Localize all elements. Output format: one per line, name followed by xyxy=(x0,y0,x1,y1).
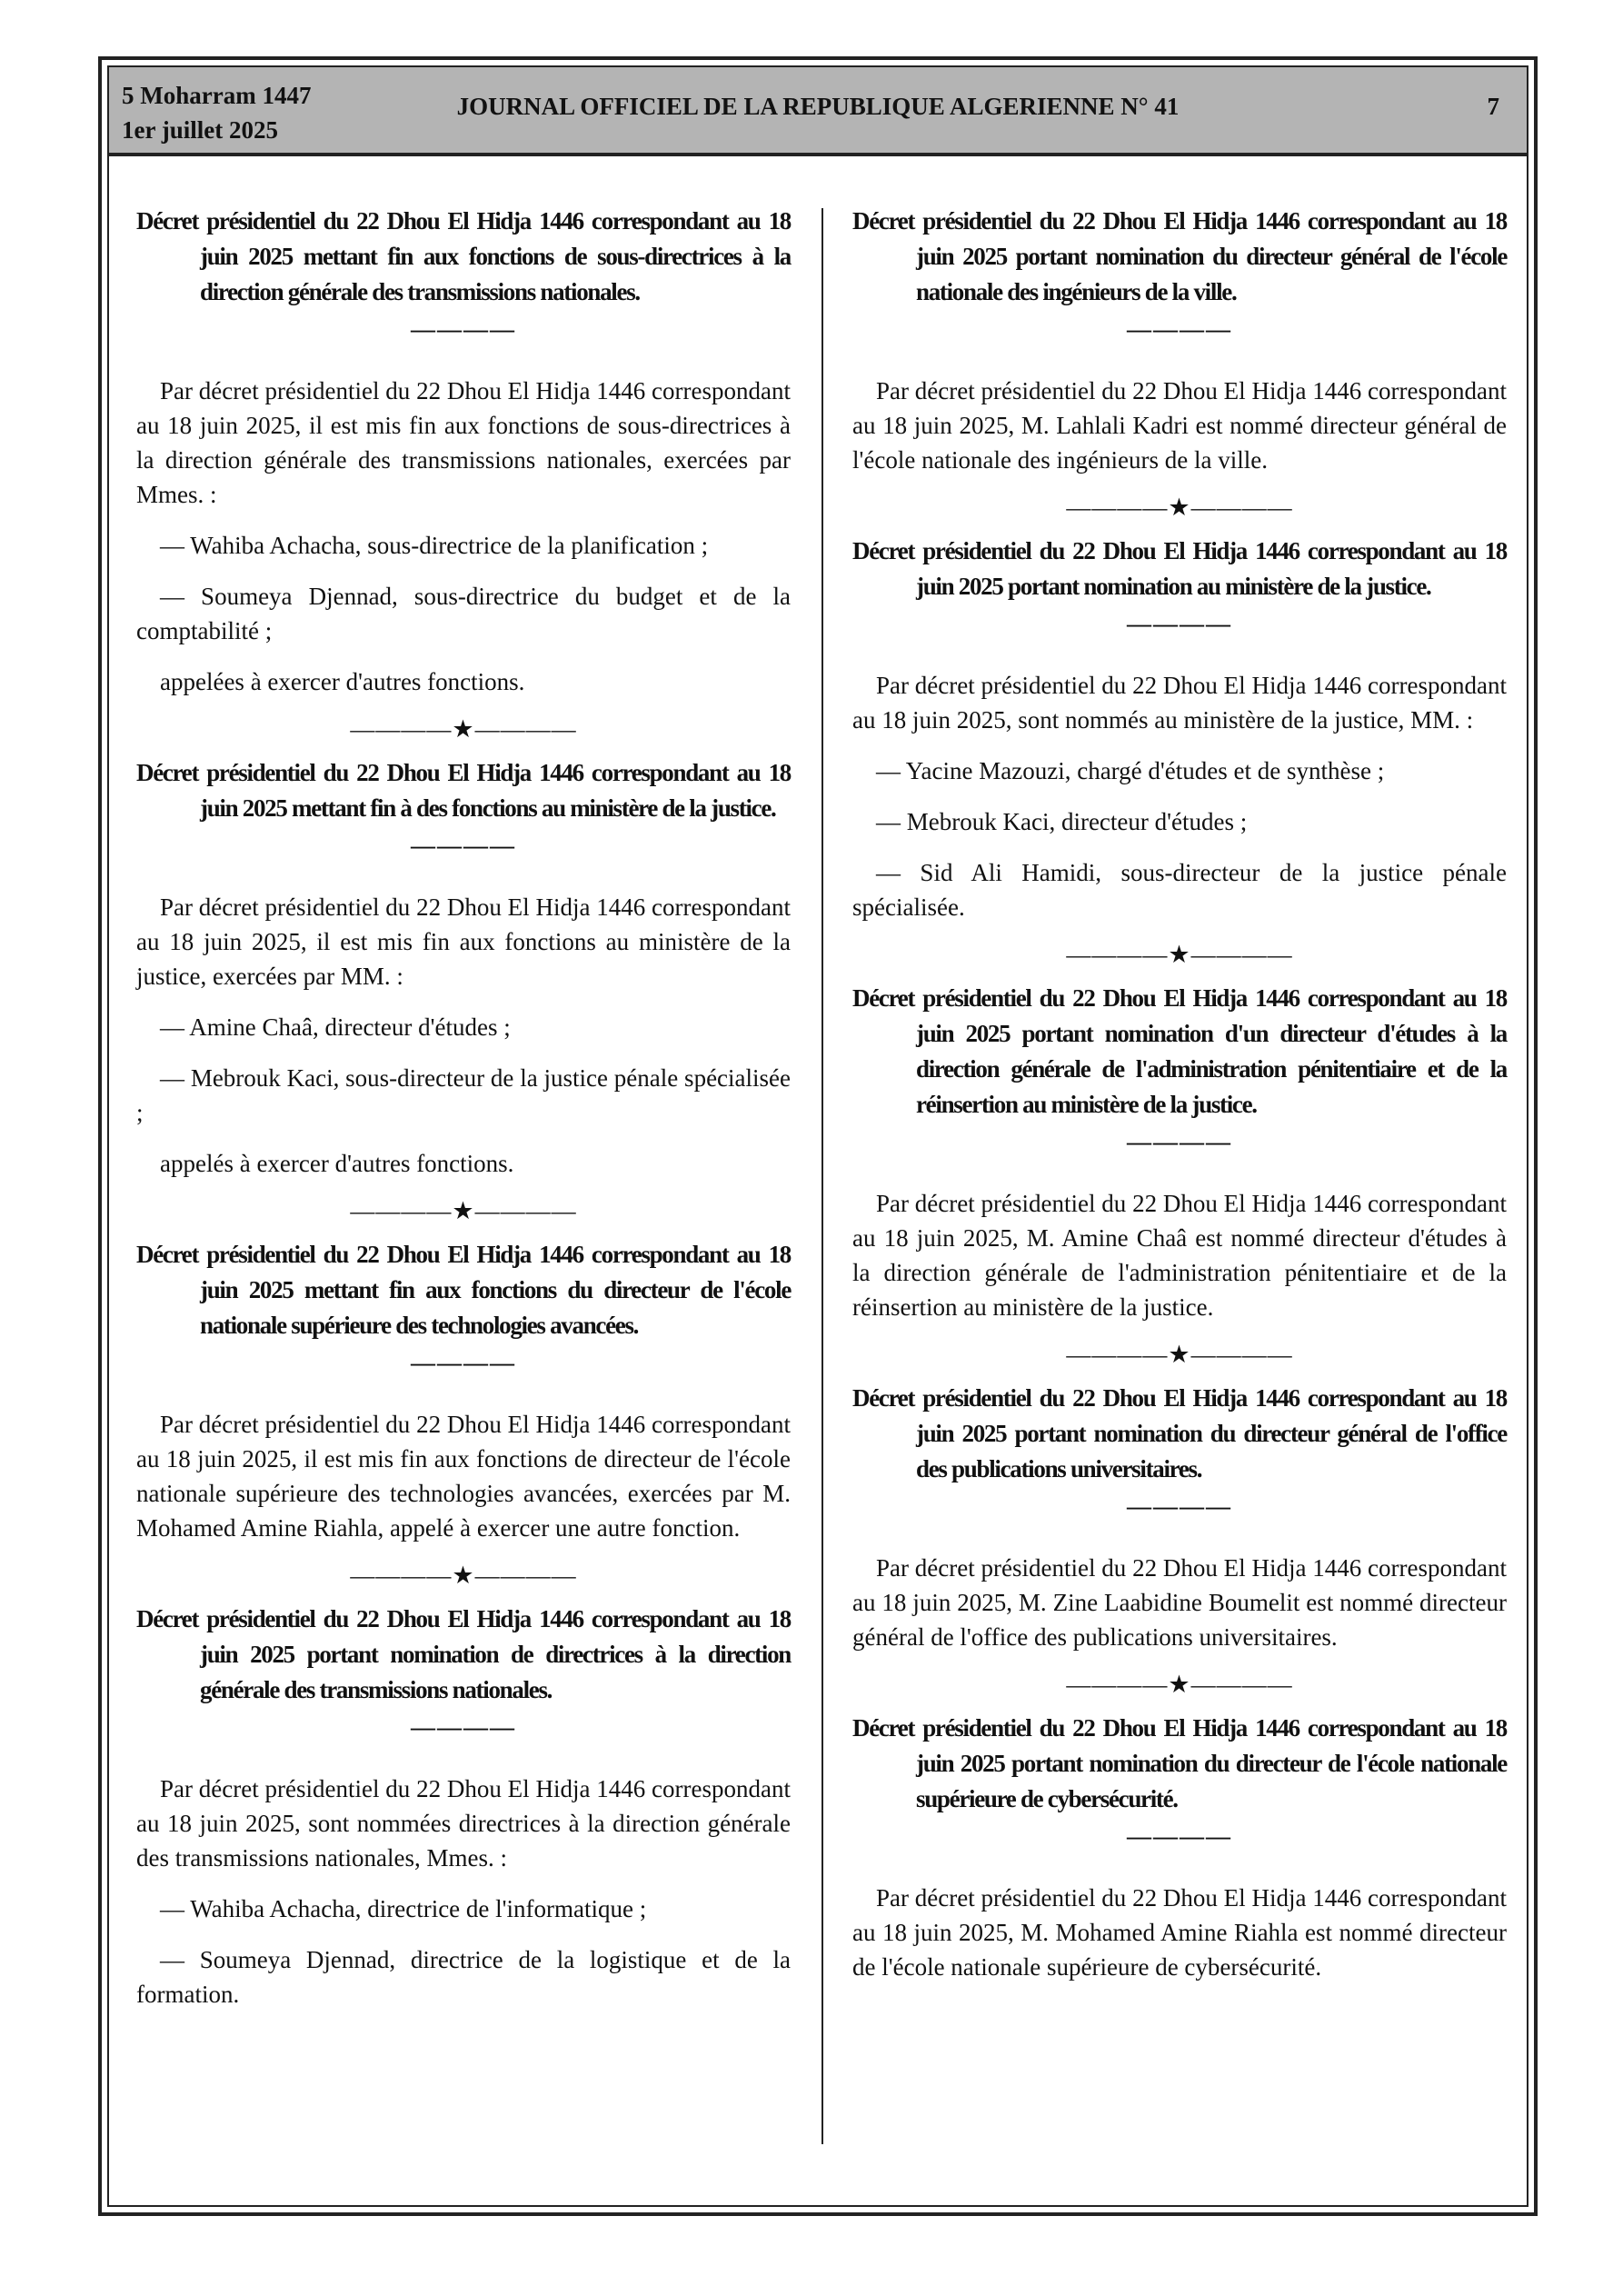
decree-body: Par décret présidentiel du 22 Dhou El Hidja 1446 correspondant au 18 juin 2025, il est mis fin aux fonctions de sous-directrices à la direction générale des transmissions nationales, exercées par Mmes. : xyxy=(136,377,791,508)
decree-list-item: — Mebrouk Kaci, directeur d'études ; xyxy=(876,808,1248,835)
decree-list-item: — Sid Ali Hamidi, sous-directeur de la justice pénale spécialisée. xyxy=(852,859,1507,921)
dash-separator: ———— xyxy=(411,1713,516,1741)
decree-heading: Décret présidentiel du 22 Dhou El Hidja 1446 correspondant au 18 juin 2025 portant nomination au ministère de la justice. xyxy=(852,537,1507,600)
dash-separator: ———— xyxy=(1127,1128,1232,1155)
column-divider xyxy=(821,208,823,2144)
star-separator: ————★———— xyxy=(350,1562,577,1589)
decree-body: Par décret présidentiel du 22 Dhou El Hidja 1446 correspondant au 18 juin 2025, M. Zine Laabidine Boumelit est nommé directeur général de l'office des publications universitaires. xyxy=(852,1554,1507,1651)
dash-separator: ———— xyxy=(1127,610,1232,637)
decree-heading: Décret présidentiel du 22 Dhou El Hidja 1446 correspondant au 18 juin 2025 portant nomination d'un directeur d'études à la direction générale de l'administration pénitentiaire et de la réinsertion au ministère de la justice. xyxy=(852,984,1507,1118)
decree-section xyxy=(852,534,1507,968)
decree-body: Par décret présidentiel du 22 Dhou El Hidja 1446 correspondant au 18 juin 2025, sont nommées directrices à la direction générale des transmissions nationales, Mmes. : xyxy=(136,1775,791,1872)
dash-separator: ———— xyxy=(411,832,516,859)
decree-list-item: — Amine Chaâ, directeur d'études ; xyxy=(160,1013,511,1041)
decree-body: Par décret présidentiel du 22 Dhou El Hidja 1446 correspondant au 18 juin 2025, il est mis fin aux fonctions de directeur de l'école nationale supérieure des technologies avancées, exercées par M. Mohamed Amine Riahla, appelé à exercer une autre fonction. xyxy=(136,1411,791,1542)
dash-separator: ———— xyxy=(1127,1822,1232,1850)
decree-list-item: — Wahiba Achacha, directrice de l'informatique ; xyxy=(160,1895,647,1922)
decree-heading: Décret présidentiel du 22 Dhou El Hidja 1446 correspondant au 18 juin 2025 portant nomination du directeur général de l'office des publications universitaires. xyxy=(852,1384,1507,1482)
decree-list-item: — Wahiba Achacha, sous-directrice de la planification ; xyxy=(160,532,709,559)
dash-separator: ———— xyxy=(411,315,516,343)
decree-heading: Décret présidentiel du 22 Dhou El Hidja 1446 correspondant au 18 juin 2025 mettant fin à des fonctions au ministère de la justice. xyxy=(136,759,791,822)
star-separator: ————★———— xyxy=(1066,494,1293,521)
decree-body: Par décret présidentiel du 22 Dhou El Hidja 1446 correspondant au 18 juin 2025, M. Mohamed Amine Riahla est nommé directeur de l'école nationale supérieure de cybersécurité. xyxy=(852,1884,1507,1981)
page-number: 7 xyxy=(1487,93,1499,120)
decree-heading: Décret présidentiel du 22 Dhou El Hidja 1446 correspondant au 18 juin 2025 mettant fin aux fonctions de sous-directrices à la direction générale des transmissions nationales. xyxy=(136,207,791,305)
dash-separator: ———— xyxy=(411,1349,516,1376)
decree-list-item: appelés à exercer d'autres fonctions. xyxy=(160,1150,514,1177)
decree-section xyxy=(852,1381,1507,1698)
star-separator: ————★———— xyxy=(350,715,577,743)
decree-heading: Décret présidentiel du 22 Dhou El Hidja 1446 correspondant au 18 juin 2025 mettant fin aux fonctions du directeur de l'école nationale supérieure des technologies avancées. xyxy=(136,1241,791,1339)
right-column xyxy=(852,204,1507,2001)
decree-list-item: appelées à exercer d'autres fonctions. xyxy=(160,668,525,695)
decree-section xyxy=(136,1237,791,1589)
decree-section xyxy=(136,204,791,743)
left-column xyxy=(136,204,791,2028)
decree-body: Par décret présidentiel du 22 Dhou El Hidja 1446 correspondant au 18 juin 2025, M. Lahlali Kadri est nommé directeur général de l'école nationale des ingénieurs de la ville. xyxy=(852,377,1507,474)
dash-separator: ———— xyxy=(1127,315,1232,343)
decree-list-item: — Mebrouk Kaci, sous-directeur de la justice pénale spécialisée ; xyxy=(136,1064,791,1126)
decree-section xyxy=(852,1711,1507,1984)
decree-body: Par décret présidentiel du 22 Dhou El Hidja 1446 correspondant au 18 juin 2025, sont nommés au ministère de la justice, MM. : xyxy=(852,672,1507,734)
decree-heading: Décret présidentiel du 22 Dhou El Hidja 1446 correspondant au 18 juin 2025 portant nomination du directeur de l'école nationale supérieure de cybersécurité. xyxy=(852,1714,1507,1812)
decree-list-item: — Soumeya Djennad, directrice de la logistique et de la formation. xyxy=(136,1946,791,2008)
dash-separator: ———— xyxy=(1127,1492,1232,1520)
star-separator: ————★———— xyxy=(1066,1671,1293,1698)
star-separator: ————★———— xyxy=(1066,941,1293,968)
page-inner xyxy=(107,65,1528,2207)
decree-body: Par décret présidentiel du 22 Dhou El Hidja 1446 correspondant au 18 juin 2025, M. Amine Chaâ est nommé directeur d'études à la direction générale de l'administration pénitentiaire et de la réinsertion au ministère de la justice. xyxy=(852,1190,1507,1321)
decree-section xyxy=(136,1602,791,2011)
decree-section xyxy=(852,204,1507,521)
star-separator: ————★———— xyxy=(1066,1341,1293,1368)
decree-list-item: — Soumeya Djennad, sous-directrice du budget et de la comptabilité ; xyxy=(136,583,791,644)
decree-section xyxy=(852,981,1507,1368)
star-separator: ————★———— xyxy=(350,1197,577,1224)
decree-section xyxy=(136,755,791,1224)
decree-heading: Décret présidentiel du 22 Dhou El Hidja 1446 correspondant au 18 juin 2025 portant nomination de directrices à la direction générale des transmissions nationales. xyxy=(136,1605,791,1703)
journal-title: JOURNAL OFFICIEL DE LA REPUBLIQUE ALGERIENNE N° 41 xyxy=(456,93,1180,120)
decree-body: Par décret présidentiel du 22 Dhou El Hidja 1446 correspondant au 18 juin 2025, il est mis fin aux fonctions au ministère de la justice, exercées par MM. : xyxy=(136,893,791,990)
page-header xyxy=(109,67,1527,156)
date-gregorian: 1er juillet 2025 xyxy=(122,116,278,144)
decree-list-item: — Yacine Mazouzi, chargé d'études et de synthèse ; xyxy=(876,757,1385,784)
decree-heading: Décret présidentiel du 22 Dhou El Hidja 1446 correspondant au 18 juin 2025 portant nomination du directeur général de l'école nationale des ingénieurs de la ville. xyxy=(852,207,1507,305)
page-frame xyxy=(98,56,1538,2216)
date-hijri: 5 Moharram 1447 xyxy=(122,82,312,109)
